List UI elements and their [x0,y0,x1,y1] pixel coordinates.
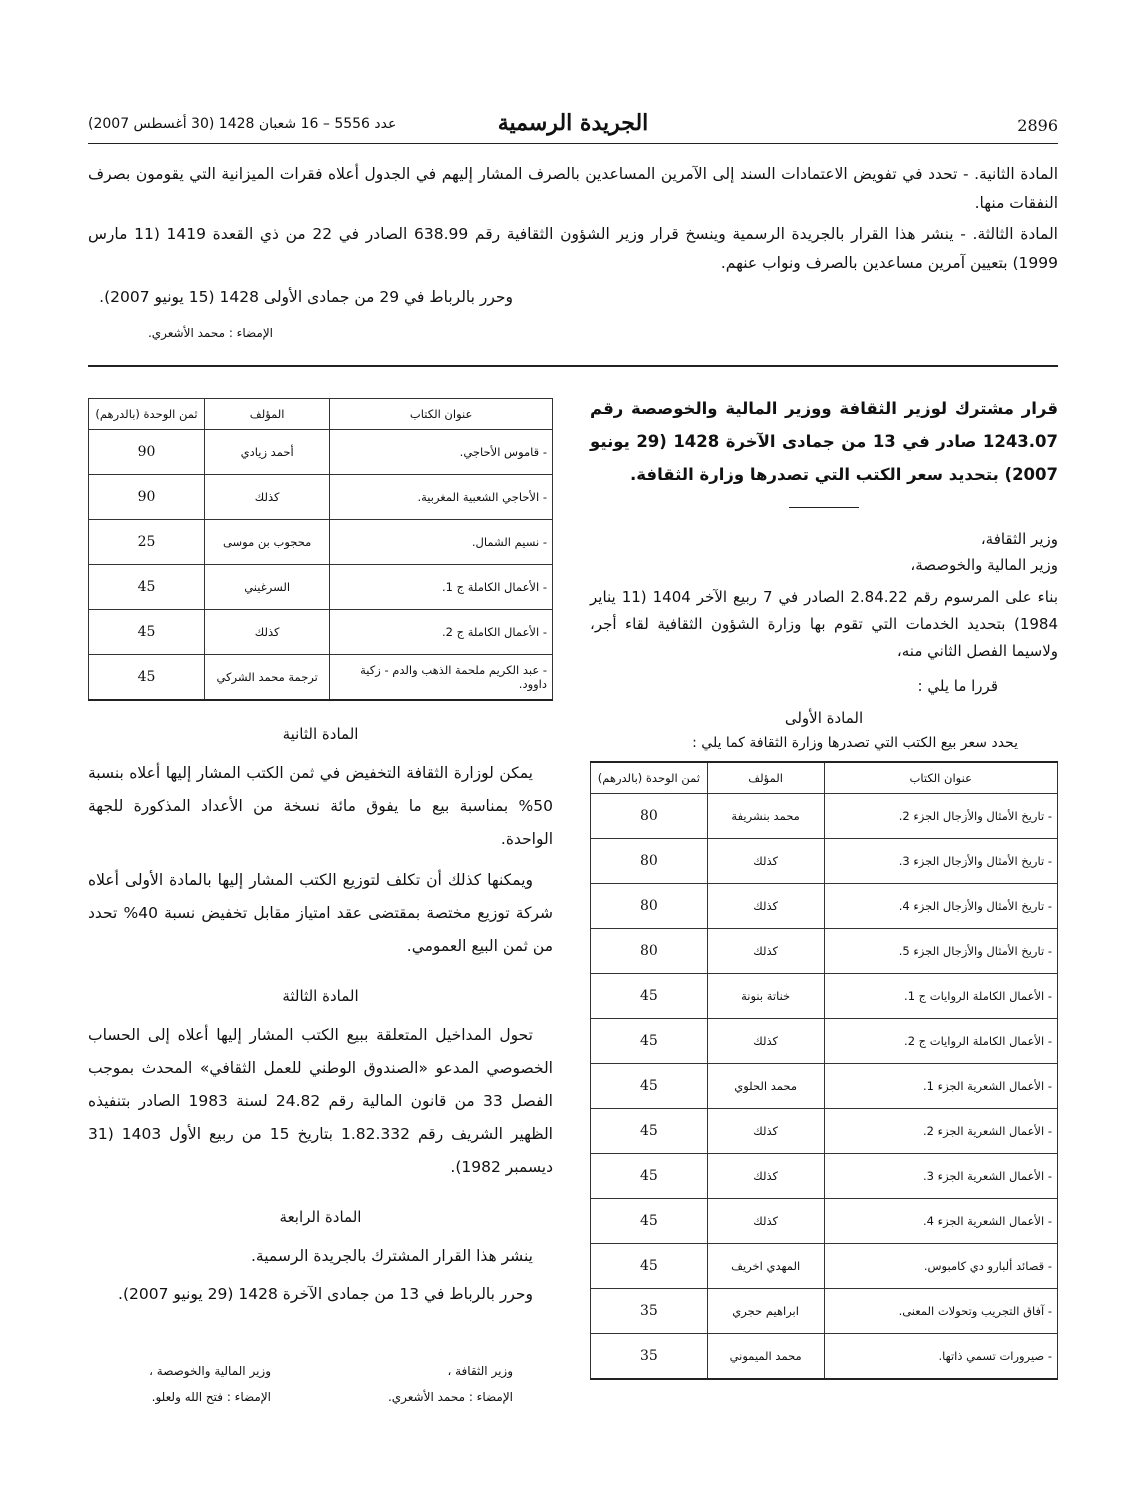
finance-minister-title: وزير المالية والخوصصة ، [149,1364,271,1378]
article-4-para: ينشر هذا القرار المشترك بالجريدة الرسمية. [251,1247,533,1265]
book-price: 45 [591,1244,708,1289]
decision-title: قرار مشترك لوزير الثقافة ووزير المالية والخوصصة رقم 1243.07 صادر في 13 من جمادى الآخرة 1428 (29 يونيو 2007) بتحديد سعر الكتب التي تصدرها وزارة الثقافة. [590,399,1059,484]
book-price: 25 [89,520,205,565]
book-author: كذلك [707,929,824,974]
page-header [88,112,1058,142]
book-author: السرغيني [205,565,330,610]
table-row [591,1109,1058,1154]
book-author: كذلك [707,1109,824,1154]
table-row [591,1154,1058,1199]
book-price: 80 [591,929,708,974]
preamble: بناء على المرسوم رقم 2.84.22 الصادر في 7 ربيع الآخر 1404 (11 يناير 1984) بتحديد الخدمات التي تقوم بها وزارة الشؤون الثقافية لقاء أجر، ولاسيما الفصل الثاني منه، [590,588,1058,660]
prev-done-date: وحرر بالرباط في 29 من جمادى الأولى 1428 (15 يونيو 2007). [99,288,513,306]
col-title-header: عنوان الكتاب [824,762,1058,794]
book-title: - تاريخ الأمثال والأزجال الجزء 2. [824,794,1058,839]
book-title: - تاريخ الأمثال والأزجال الجزء 3. [824,839,1058,884]
book-title: - الأحاجي الشعبية المغربية. [330,475,553,520]
book-title: - الأعمال الكاملة الروايات ج 1. [824,974,1058,1019]
book-title: - قاموس الأحاجي. [330,430,553,475]
book-title: - تاريخ الأمثال والأزجال الجزء 4. [824,884,1058,929]
book-price: 45 [591,974,708,1019]
book-price: 35 [591,1334,708,1380]
book-price: 45 [591,1154,708,1199]
book-author: كذلك [707,839,824,884]
book-author: ترجمة محمد الشركي [205,655,330,701]
book-author: كذلك [205,475,330,520]
finance-minister-signature: الإمضاء : فتح الله ولعلو. [151,1390,271,1404]
minister-culture: وزير الثقافة، [980,530,1058,548]
article-2-para-1: يمكن لوزارة الثقافة التخفيض في ثمن الكتب المشار إليها أعلاه بنسبة 50% بمناسبة بيع ما يفوق مائة نسخة من الأعداد المذكورة للجهة الواحدة. [88,764,553,848]
book-title: - الأعمال الكاملة ج 2. [330,610,553,655]
book-price: 45 [89,565,205,610]
article-2-title: المادة الثانية [282,725,359,743]
book-author: محمد الحلوي [707,1064,824,1109]
table-row [591,1289,1058,1334]
book-price: 45 [89,655,205,701]
table-row [591,1244,1058,1289]
book-author: كذلك [707,884,824,929]
table-row [591,974,1058,1019]
book-title: - قصائد ألبارو دي كامبوس. [824,1244,1058,1289]
book-title: - الأعمال الشعرية الجزء 2. [824,1109,1058,1154]
title-separator [789,507,859,508]
book-author: محجوب بن موسى [205,520,330,565]
book-title: - نسيم الشمال. [330,520,553,565]
book-price: 35 [591,1289,708,1334]
article-1-intro: يحدد سعر بيع الكتب التي تصدرها وزارة الثقافة كما يلي : [692,735,1018,751]
prev-signature: الإمضاء : محمد الأشعري. [147,326,273,340]
table-row [591,884,1058,929]
table-row [89,655,553,701]
page-number: 2896 [1017,116,1058,135]
book-author: ابراهيم حجري [707,1289,824,1334]
done-date: وحرر بالرباط في 13 من جمادى الآخرة 1428 (29 يونيو 2007). [118,1285,533,1303]
right-column [590,392,1058,1380]
table-row [591,1064,1058,1109]
book-author: المهدي اخريف [707,1244,824,1289]
book-author: كذلك [205,610,330,655]
book-price: 80 [591,839,708,884]
signature-finance [149,1358,271,1410]
table-row [89,610,553,655]
article-3-para: تحول المداخيل المتعلقة ببيع الكتب المشار إليها أعلاه إلى الحساب الخصوصي المدعو «الصندوق الوطني للعمل الثقافي» المحدث بموجب الفصل 33 من قانون المالية رقم 24.82 لسنة 1983 الصادر بتنفيذه الظهير الشريف رقم 1.82.332 بتاريخ 15 من ربيع الأول 1403 (31 ديسمبر 1982). [88,1026,553,1176]
col-title-header: عنوان الكتاب [330,399,553,430]
book-price: 45 [591,1064,708,1109]
book-title: - تاريخ الأمثال والأزجال الجزء 5. [824,929,1058,974]
book-author: أحمد زيادي [205,430,330,475]
book-title: - الأعمال الكاملة الروايات ج 2. [824,1019,1058,1064]
book-price: 90 [89,430,205,475]
col-price-header: ثمن الوحدة (بالدرهم) [591,762,708,794]
table-row [89,565,553,610]
culture-minister-title: وزير الثقافة ، [447,1364,513,1378]
book-price: 45 [591,1109,708,1154]
book-author: كذلك [707,1019,824,1064]
table-row [591,1334,1058,1380]
book-author: محمد الميموني [707,1334,824,1380]
book-price: 90 [89,475,205,520]
table-row [89,520,553,565]
culture-minister-signature: الإمضاء : محمد الأشعري. [387,1390,513,1404]
book-title: - الأعمال الشعرية الجزء 1. [824,1064,1058,1109]
signature-culture [388,1358,513,1410]
book-title: - الأعمال الشعرية الجزء 3. [824,1154,1058,1199]
book-author: كذلك [707,1199,824,1244]
table-row [591,1019,1058,1064]
issue-info: عدد 5556 – 16 شعبان 1428 (30 أغسطس 2007) [88,116,397,132]
article-3-prev: المادة الثالثة. - ينشر هذا القرار بالجريدة الرسمية وينسخ قرار وزير الشؤون الثقافية رقم 638.99 الصادر في 22 من ذي القعدة 1419 (11 مارس 1999) بتعيين آمرين مساعدين بالصرف ونواب عنهم. [88,225,1058,272]
book-price: 45 [591,1019,708,1064]
book-title: - عبد الكريم ملحمة الذهب والدم - زكية داوود. [330,655,553,701]
article-4-title: المادة الرابعة [279,1208,362,1226]
table-row [591,839,1058,884]
table-row [591,794,1058,839]
previous-decision-text [88,160,1058,280]
book-price: 80 [591,794,708,839]
table-row [89,430,553,475]
header-divider [88,143,1058,144]
book-author: محمد بنشريفة [707,794,824,839]
book-author: خناتة بنونة [707,974,824,1019]
article-3-title: المادة الثالثة [282,987,359,1005]
article-2-para-2: ويمكنها كذلك أن تكلف لتوزيع الكتب المشار إليها بالمادة الأولى أعلاه شركة توزيع مختصة بمقتضى عقد امتياز مقابل تخفيض نسبة 40% تحدد من ثمن البيع العمومي. [88,871,553,955]
col-author-header: المؤلف [707,762,824,794]
book-title: - آفاق التجريب وتحولات المعنى. [824,1289,1058,1334]
gazette-title: الجريدة الرسمية [497,110,649,136]
table-row [591,929,1058,974]
article-2-prev: المادة الثانية. - تحدد في تفويض الاعتمادات السند إلى الآمرين المساعدين بالصرف المشار إليهم في الجدول أعلاه فقرات الميزانية التي يقومون بصرف النفقات منها. [88,165,1058,212]
left-column [88,398,553,1303]
decide-line: قررا ما يلي : [917,677,998,695]
article-1-title: المادة الأولى [784,709,864,727]
book-title: - الأعمال الشعرية الجزء 4. [824,1199,1058,1244]
book-title: - صيرورات تسمي ذاتها. [824,1334,1058,1380]
books-price-table-1 [590,761,1058,1380]
book-price: 80 [591,884,708,929]
col-price-header: ثمن الوحدة (بالدرهم) [89,399,205,430]
table-row [89,475,553,520]
col-author-header: المؤلف [205,399,330,430]
books-price-table-2 [88,398,553,701]
book-title: - الأعمال الكاملة ج 1. [330,565,553,610]
signatures-block [88,1358,553,1408]
minister-finance: وزير المالية والخوصصة، [910,556,1058,574]
book-author: كذلك [707,1154,824,1199]
book-price: 45 [89,610,205,655]
section-divider [88,365,1058,367]
table-row [591,1199,1058,1244]
book-price: 45 [591,1199,708,1244]
